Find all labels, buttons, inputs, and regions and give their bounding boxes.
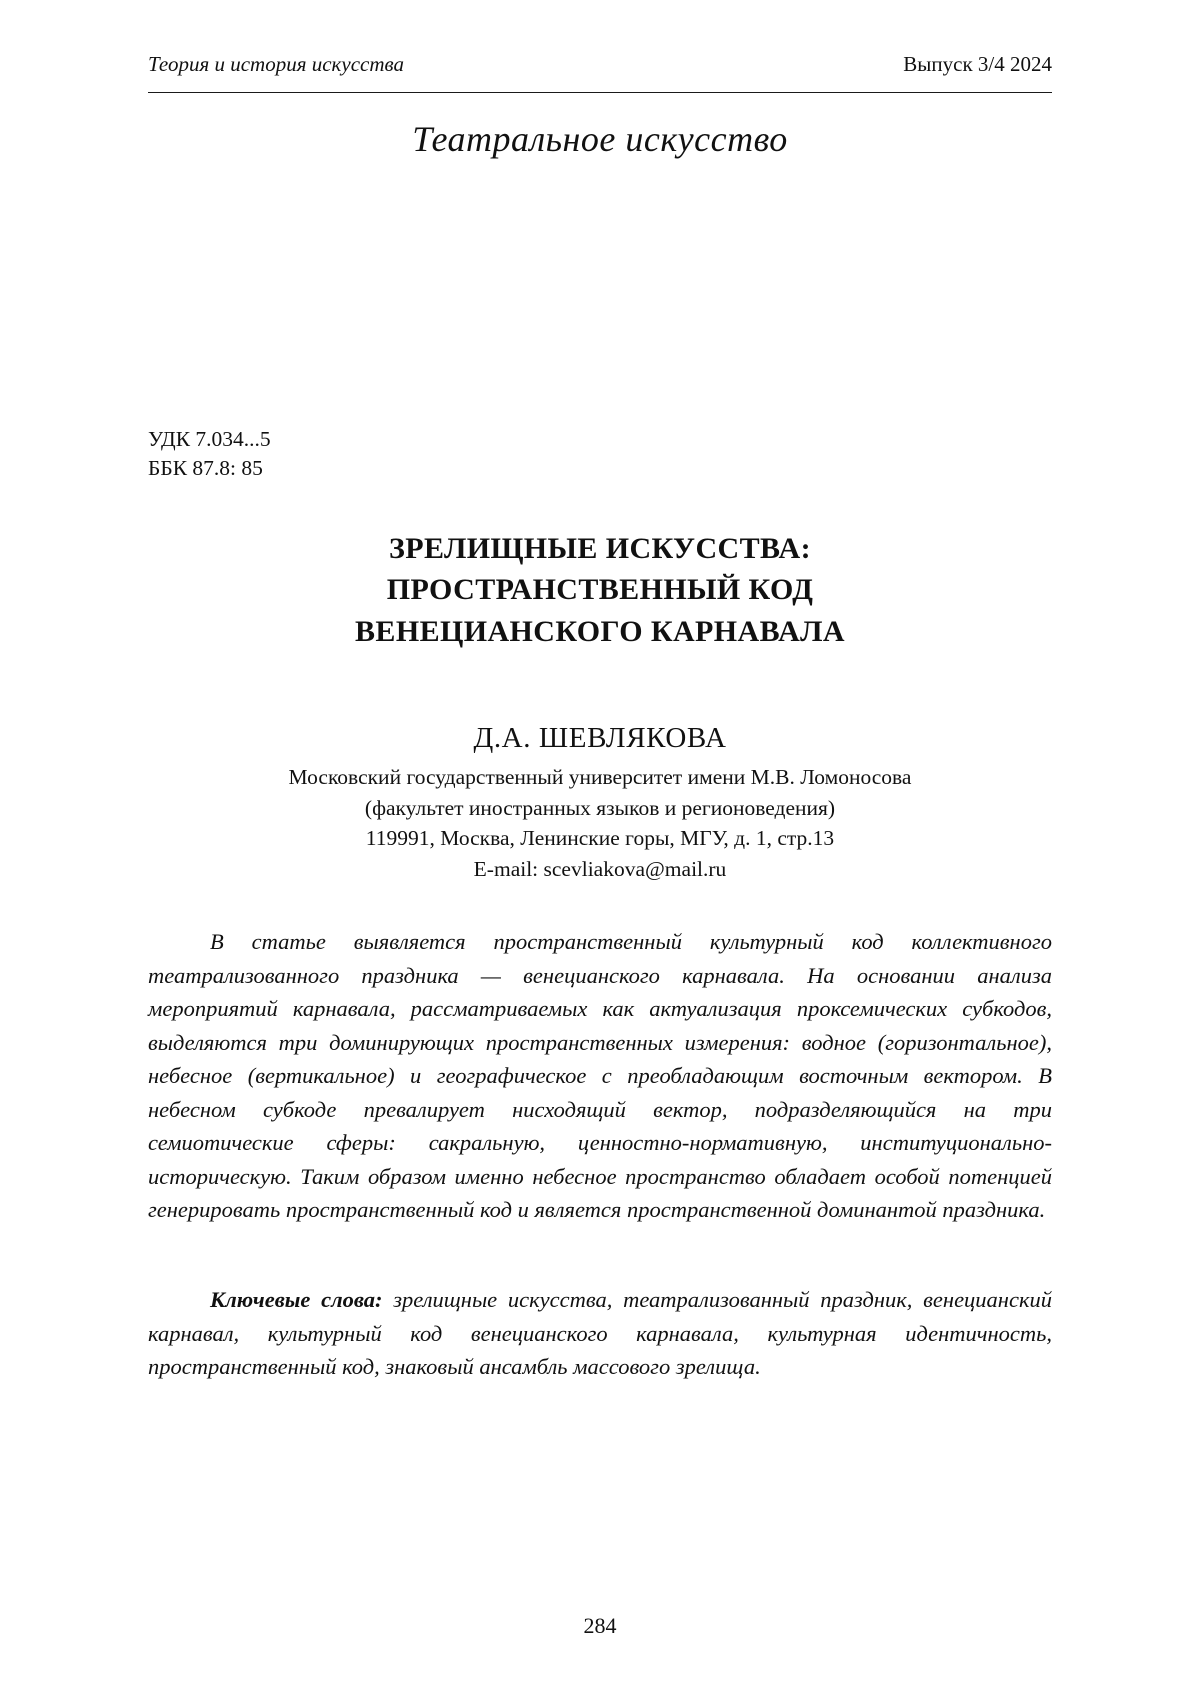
article-title-line-3: ВЕНЕЦИАНСКОГО КАРНАВАЛА	[355, 614, 845, 648]
running-head-journal: Теория и история искусства	[148, 52, 404, 76]
udk-code: УДК 7.034...5	[148, 427, 271, 451]
abstract-text: В статье выявляется пространственный культурный код коллективного театрализованного праздника — венецианского карнавала. На основании анализа мероприятий карнавала, рассматриваемых как актуализация проксемических субкодов, выделяются три доминирующих пространственных измерения: водное (горизонтальное), небесное (вертикальное) и географическое с преобладающим восточным вектором. В небесном субкоде превалирует нисходящий вектор, подразделяющийся на три семиотические сферы: сакральную, ценностно-нормативную, институционально-историческую. Таким образом именно небесное пространство обладает особой потенцией генерировать пространственный код и является пространственной доминантой праздника.	[148, 929, 1052, 1223]
keywords-text: зрелищные искусства, театрализованный праздник, венецианский карнавал, культурный код венецианского карнавала, культурная идентичность, пространственный код, знаковый ансамбль массового зрелища.	[148, 1287, 1052, 1380]
keywords-label: Ключевые слова:	[210, 1287, 383, 1312]
bbk-code: ББК 87.8: 85	[148, 455, 263, 480]
running-head-issue: Выпуск 3/4 2024	[903, 52, 1052, 76]
author-block	[148, 722, 1052, 884]
author-email: E-mail: scevliakova@mail.ru	[473, 856, 727, 881]
article-title-line-2: ПРОСТРАНСТВЕННЫЙ КОД	[386, 573, 814, 607]
keywords-block	[148, 1283, 1052, 1384]
author-affiliation-university: Московский государственный университет имени М.В. Ломоносова	[288, 765, 912, 789]
author-address: 119991, Москва, Ленинские горы, МГУ, д. 1, стр.13	[365, 826, 835, 851]
classification-codes	[148, 425, 271, 482]
page-number: 284	[583, 1613, 617, 1638]
article-title-line-1: ЗРЕЛИЩНЫЕ ИСКУССТВА:	[389, 532, 811, 565]
author-affiliation-faculty: (факультет иностранных языков и регионоведения)	[364, 795, 836, 820]
article-title	[148, 528, 1052, 652]
author-name: Д.А. ШЕВЛЯКОВА	[473, 722, 727, 754]
running-head-rule	[148, 92, 1052, 93]
running-head	[148, 52, 1052, 77]
section-title: Театральное искусство	[412, 119, 788, 159]
